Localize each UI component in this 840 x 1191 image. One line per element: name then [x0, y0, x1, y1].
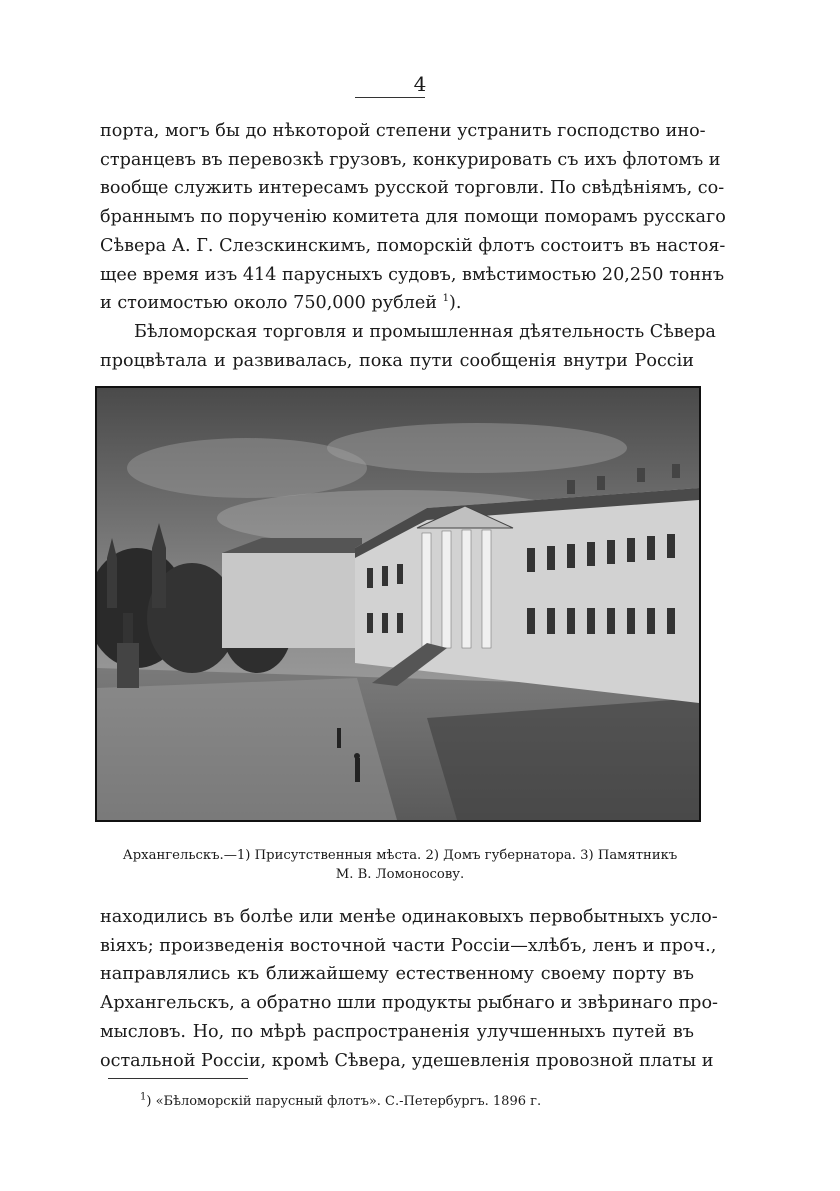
page-number-rule — [355, 97, 425, 98]
body-text-top — [100, 117, 726, 375]
text-line: остальной Россіи, кромѣ Сѣвера, удешевленія провозной платы и — [100, 1050, 714, 1071]
body-text-bottom — [100, 903, 718, 1075]
text-tail: ). — [448, 293, 462, 314]
text-line-with-note — [100, 289, 694, 318]
text-line: мысловъ. Но, по мѣрѣ распространенія улучшенныхъ путей въ — [100, 1021, 694, 1042]
caption-line: М. В. Ломоносову. — [335, 867, 465, 882]
text-line: процвѣтала и развивалась, пока пути сообщенія внутри Россіи — [100, 350, 694, 371]
text-line: и стоимостью около 750,000 рублей — [100, 293, 437, 314]
text-line: Сѣвера А. Г. Слезскинскимъ, поморскій флотъ состоитъ въ настоя- — [100, 235, 726, 256]
figure-caption — [100, 846, 700, 884]
footnote-marker[interactable]: 1 — [442, 293, 449, 305]
text-line: браннымъ по порученію комитета для помощи поморамъ русскаго — [100, 207, 726, 228]
text-line: Архангельскъ, а обратно шли продукты рыбнаго и звѣринаго про- — [100, 993, 718, 1014]
text-line: вообще служить интересамъ русской торговли. По свѣдѣніямъ, со- — [100, 178, 725, 199]
archangelsk-photo — [95, 386, 701, 822]
caption-line: Архангельскъ.—1) Присутственныя мѣста. 2) Домъ губернатора. 3) Памятникъ — [122, 848, 678, 863]
footnote-rule — [108, 1078, 248, 1079]
text-line: віяхъ; произведенія восточной части Россіи—хлѣбъ, ленъ и проч., — [100, 935, 717, 956]
text-line: Бѣломорская торговля и промышленная дѣятельность Сѣвера — [134, 321, 716, 342]
text-line: странцевъ въ перевозкѣ грузовъ, конкурировать съ ихъ флотомъ и — [100, 149, 721, 170]
page-number: 4 — [413, 72, 427, 96]
footnote: $^1$) «Бѣломорскій парусный флотъ». С.-Петербургъ. 1896 г. — [140, 1091, 542, 1109]
text-line: находились въ болѣе или менѣе одинаковыхъ первобытныхъ усло- — [100, 907, 718, 927]
footnote-number: 1 — [140, 1091, 147, 1103]
text-line: порта, могъ бы до нѣкоторой степени устранить господство ино- — [100, 121, 706, 141]
text-line: щее время изъ 414 парусныхъ судовъ, вмѣстимостью 20,250 тоннъ — [100, 264, 725, 285]
text-line: направлялись къ ближайшему естественному своему порту въ — [100, 964, 694, 985]
footnote-text: «Бѣломорскій парусный флотъ». С.-Петербургъ. 1896 г. — [155, 1094, 542, 1109]
